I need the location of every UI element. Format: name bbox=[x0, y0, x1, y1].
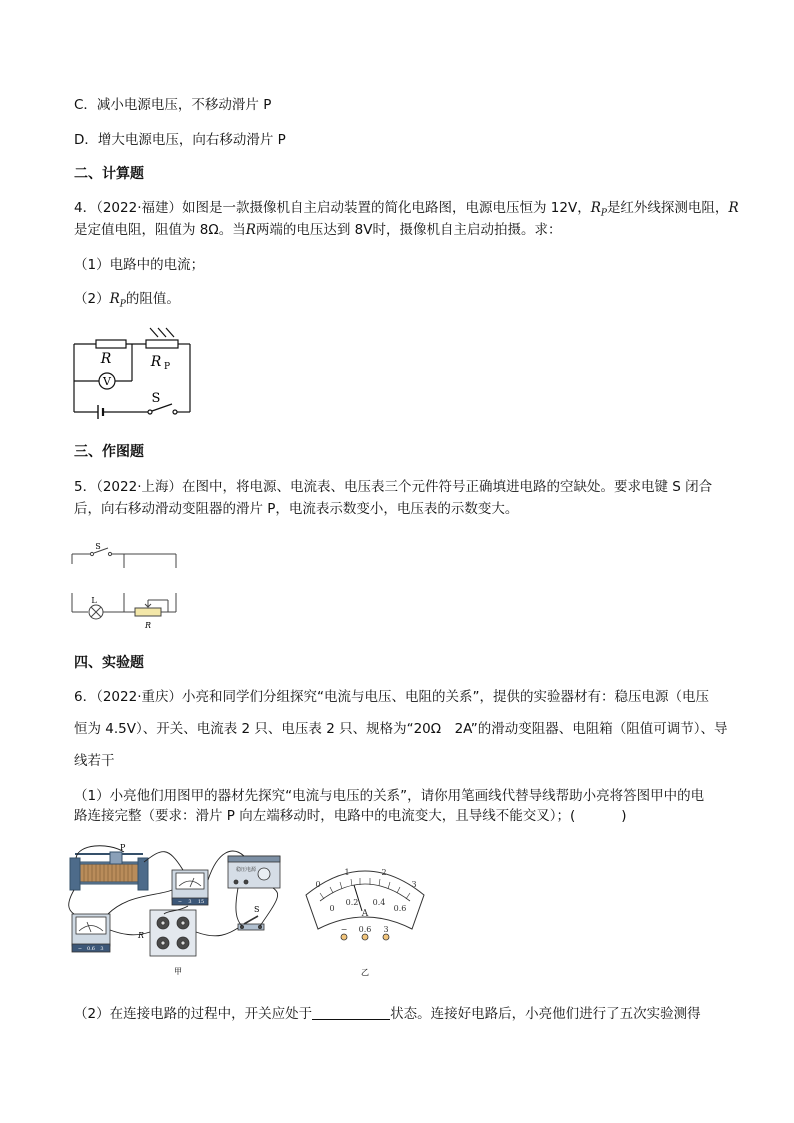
q6-dial-sub-1: 0.2 bbox=[345, 898, 359, 907]
q6-sub-1-paren: ) bbox=[621, 808, 627, 824]
q5-circuit-diagram bbox=[68, 538, 183, 633]
q6-sub-1-text: 路连接完整（要求：滑片 P 向左端移动时，电路中的电流变大，且导线不能交叉）；( bbox=[74, 808, 576, 824]
q6-fig-jia-caption: 甲 bbox=[174, 967, 182, 976]
q4-resistor-rp bbox=[146, 340, 178, 348]
q4-r-letter: R bbox=[728, 200, 739, 216]
q6-fig-p-label: P bbox=[120, 843, 126, 852]
q5-rheostat bbox=[135, 608, 161, 616]
q6-dial-term-3: 3 bbox=[383, 925, 389, 934]
q4-circuit-diagram bbox=[70, 322, 200, 422]
q6-sub-1-line-1: （1）小亮他们用图甲的器材先探究“电流与电压的关系”，请你用笔画线代替导线帮助小亮将答图甲中的电 bbox=[74, 788, 705, 804]
section-exp-heading: 四、实验题 bbox=[74, 655, 144, 671]
q6-sub-2a: （2）在连接电路的过程中，开关应处于 bbox=[74, 1006, 313, 1022]
q6-dial-sub-2: 0.4 bbox=[372, 898, 386, 907]
q6-dial-term-1: − bbox=[340, 925, 348, 934]
option-c: C．减小电源电压，不移动滑片 P bbox=[74, 97, 272, 113]
q6-line-2: 恒为 4.5V）、开关、电流表 2 只、电压表 2 只、规格为“20Ω 2A”的滑动变阻器、电阻箱（阻值可调节）、导 bbox=[74, 721, 728, 737]
q6-line-3: 线若干 bbox=[74, 753, 115, 769]
option-d: D．增大电源电压，向右移动滑片 P bbox=[74, 132, 286, 148]
q6-fig-power-label: 稳压电源 bbox=[236, 867, 257, 873]
q4-sub-2a: （2） bbox=[74, 291, 110, 307]
q6-dial-unit: A bbox=[361, 909, 369, 919]
q6-dial-sub-0: 0 bbox=[329, 904, 335, 913]
q6-fig-yi-caption: 乙 bbox=[361, 968, 369, 977]
q6-rheostat bbox=[70, 852, 148, 890]
q4-fig-rp-sub: P bbox=[164, 362, 171, 372]
q6-switch bbox=[238, 916, 264, 930]
section-calc-heading: 二、计算题 bbox=[74, 166, 144, 182]
q6-apparatus-figure bbox=[68, 840, 298, 980]
q4-sub-2b: 的阻值。 bbox=[125, 291, 180, 307]
q6-top-meter-t1: − bbox=[177, 899, 183, 905]
q6-fig-r-label: R bbox=[138, 931, 145, 940]
q6-meter-dial bbox=[302, 855, 428, 983]
q5-fig-r-label: R bbox=[144, 621, 152, 630]
q6-line-1: 6．（2022·重庆）小亮和同学们分组探究“电流与电压、电阻的关系”，提供的实验器材有：稳压电源（电压 bbox=[74, 689, 709, 705]
q5-fig-l-label: L bbox=[91, 596, 97, 605]
q6-left-meter-t1: − bbox=[77, 946, 83, 952]
q6-dial-sub-3: 0.6 bbox=[393, 904, 407, 913]
q6-sub-2-line bbox=[74, 1004, 701, 1024]
q4-sub-2-rp: R bbox=[109, 291, 120, 307]
q6-sub-2b: 状态。连接好电路后，小亮他们进行了五次实验测得 bbox=[390, 1006, 701, 1022]
q5-line-1: 5．（2022·上海）在图中，将电源、电流表、电压表三个元件符号正确填进电路的空缺处。要求电键 S 闭合 bbox=[74, 479, 713, 495]
q4-text-1a: 4．（2022·福建）如图是一款摄像机自主启动装置的简化电路图，电源电压恒为 12V， bbox=[74, 200, 591, 216]
q6-sub-1-line-2 bbox=[74, 806, 627, 826]
q5-line-2: 后，向右移动滑动变阻器的滑片 P，电流表示数变小，电压表的示数变大。 bbox=[74, 501, 519, 517]
q4-sub-1: （1）电路中的电流； bbox=[74, 257, 205, 273]
q4-text-2a: 是定值电阻，阻值为 8Ω。当 bbox=[74, 222, 246, 238]
q6-dial-top-1: 1 bbox=[344, 868, 350, 877]
q5-fig-s-label: S bbox=[95, 542, 101, 551]
q6-top-meter-t2: 3 bbox=[188, 899, 192, 905]
q6-top-meter-t3: 15 bbox=[197, 899, 205, 905]
q6-dial-top-2: 2 bbox=[381, 868, 387, 877]
section-draw-heading: 三、作图题 bbox=[74, 444, 144, 460]
q4-fig-r-label: R bbox=[100, 351, 112, 367]
q6-dial-term-2: 0.6 bbox=[358, 925, 372, 934]
q4-sub-2-rp-sub: P bbox=[119, 299, 126, 310]
q6-dial-top-0: 0 bbox=[315, 880, 321, 889]
q6-fig-s-label: S bbox=[254, 905, 260, 914]
q6-sub-2-blank bbox=[312, 1005, 390, 1020]
q4-sub-2 bbox=[74, 289, 180, 315]
q4-text-1b: 是红外线探测电阻， bbox=[606, 200, 729, 216]
q4-fig-rp-label: R bbox=[150, 354, 162, 370]
q6-left-meter-t3: 3 bbox=[100, 946, 104, 952]
q6-resistance-box bbox=[150, 910, 196, 956]
q4-fig-s-label: S bbox=[151, 391, 161, 406]
q4-rp-sub: P bbox=[600, 208, 607, 219]
q4-resistor-r bbox=[96, 340, 126, 348]
q6-dial-top-3: 3 bbox=[411, 880, 417, 889]
q4-r-letter-2: R bbox=[245, 222, 256, 238]
q4-text-2b: 两端的电压达到 8V时，摄像机自主启动拍摄。求： bbox=[255, 222, 562, 238]
q4-line-2 bbox=[74, 220, 562, 240]
q4-rp-letter: R bbox=[590, 200, 601, 216]
q4-fig-v-label: V bbox=[103, 375, 111, 388]
q6-left-meter-t2: 0.6 bbox=[87, 946, 95, 952]
